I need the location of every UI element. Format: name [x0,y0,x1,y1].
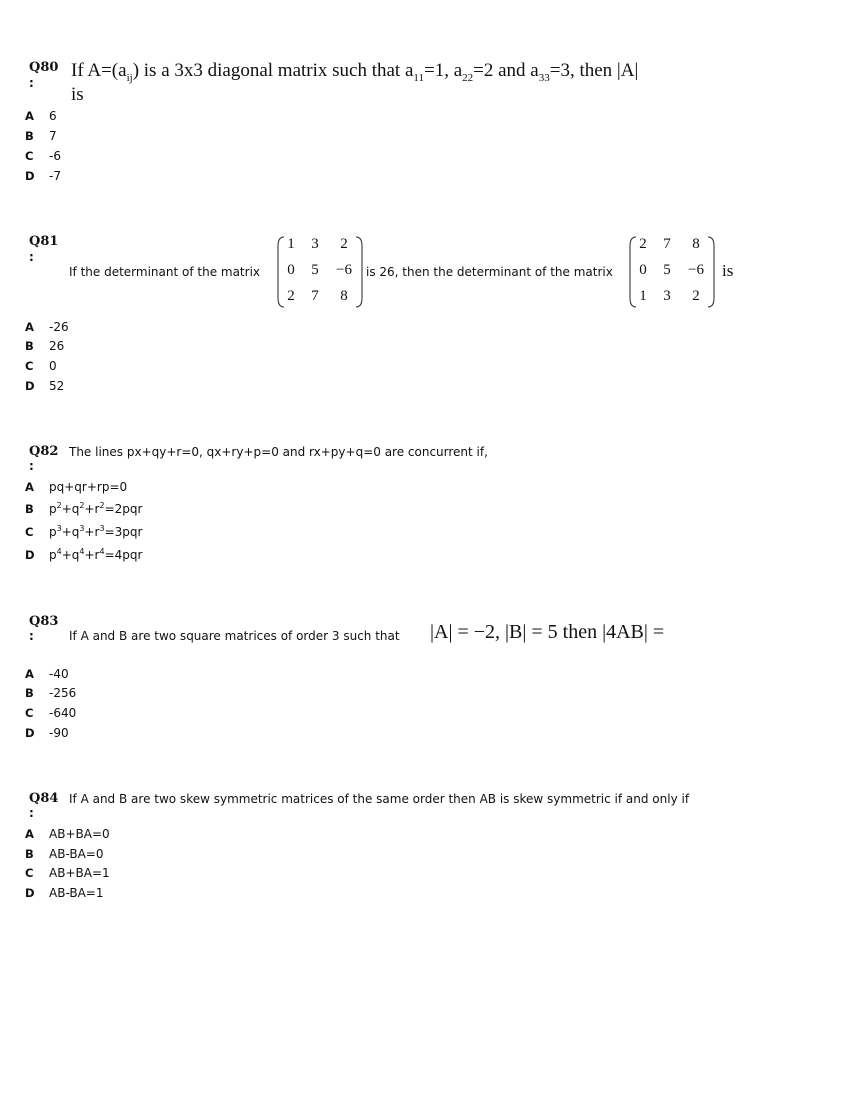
option-letter: D [25,886,35,900]
option-value[interactable]: 6 [49,109,57,123]
question-text: If A and B are two skew symmetric matrices of the same order then AB is skew symmetric if and only if [69,792,690,806]
matrix-cell: 0 [639,262,647,278]
option-value[interactable]: -26 [49,320,69,334]
option-letter: A [25,320,34,334]
option-value[interactable]: -40 [49,667,69,681]
option-letter: D [25,169,35,183]
matrix-cell: 1 [639,288,647,304]
option-value[interactable]: -256 [49,686,77,700]
question-text: If the determinant of the matrix [69,265,261,279]
question-text: If A and B are two square matrices of order 3 such that [69,629,400,643]
question-number: Q84 [29,791,59,806]
option-letter: A [25,480,34,494]
matrix-cell: 2 [692,288,700,304]
matrix-cell: −6 [336,262,352,278]
question-text: is 26, then the determinant of the matrix [366,265,613,279]
question-math: |A| = −2, |B| = 5 then |4AB| = [430,621,665,643]
matrix-cell: 3 [311,236,319,252]
question-text: If $A=(a_{ij})$ is a 3x3 diagonal matrix such that $a_{11}=1$, $a_{22}=2$ and $a_{33}=3$, then |A| [71,60,639,84]
matrix-cell: 2 [639,236,647,252]
option-value[interactable]: $p^4+q^4+r^4=4pqr$ [49,547,143,562]
question-number: Q83 [29,614,59,629]
option-letter: B [25,502,34,516]
option-letter: C [25,149,34,163]
option-letter: D [25,379,35,393]
matrix-cell: 0 [287,262,295,278]
option-value[interactable]: -90 [49,726,69,740]
option-letter: B [25,686,34,700]
question-text-line2: is [71,84,84,105]
option-letter: A [25,667,34,681]
option-value[interactable]: 26 [49,339,65,353]
option-value[interactable]: AB-BA=0 [49,847,104,861]
matrix-cell: −6 [688,262,704,278]
option-letter: C [25,706,34,720]
option-value[interactable]: 7 [49,129,57,143]
option-letter: A [25,109,34,123]
matrix-cell: 7 [311,288,319,304]
option-letter: C [25,525,34,539]
matrix-cell: 2 [340,236,348,252]
question-colon: : [29,629,34,643]
option-letter: C [25,359,34,373]
matrix-cell: 3 [663,288,671,304]
option-value[interactable]: -7 [49,169,61,183]
option-value[interactable]: 0 [49,359,57,373]
option-letter: C [25,866,34,880]
matrix-cell: 1 [287,236,295,252]
option-value[interactable]: AB+BA=1 [49,866,110,880]
question-text: The lines px+qy+r=0, qx+ry+p=0 and rx+py+q=0 are concurrent if, [69,445,488,459]
option-letter: D [25,726,35,740]
option-value[interactable]: AB+BA=0 [49,827,110,841]
option-letter: B [25,339,34,353]
option-value[interactable]: pq+qr+rp=0 [49,480,128,494]
option-letter: B [25,129,34,143]
option-letter: B [25,847,34,861]
question-number: Q82 [29,444,59,459]
matrix-1 [276,234,364,310]
option-value[interactable]: -640 [49,706,77,720]
question-number: Q81 [29,234,59,249]
option-value[interactable]: 52 [49,379,65,393]
matrix-2 [628,234,716,310]
option-value[interactable]: $p^2+q^2+r^2=2pqr$ [49,501,143,516]
question-text: is [722,261,734,280]
question-colon: : [29,250,34,264]
option-letter: D [25,548,35,562]
matrix-cell: 5 [663,262,671,278]
option-value[interactable]: -6 [49,149,61,163]
matrix-cell: 8 [692,236,700,252]
option-value[interactable]: $p^3+q^3+r^3=3pqr$ [49,524,143,539]
question-colon: : [29,806,34,820]
question-colon: : [29,76,34,90]
matrix-cell: 8 [340,288,348,304]
question-colon: : [29,459,34,473]
option-letter: A [25,827,34,841]
matrix-cell: 5 [311,262,319,278]
matrix-cell: 7 [663,236,671,252]
matrix-cell: 2 [287,288,295,304]
question-number: Q80 [29,60,59,75]
option-value[interactable]: AB-BA=1 [49,886,104,900]
